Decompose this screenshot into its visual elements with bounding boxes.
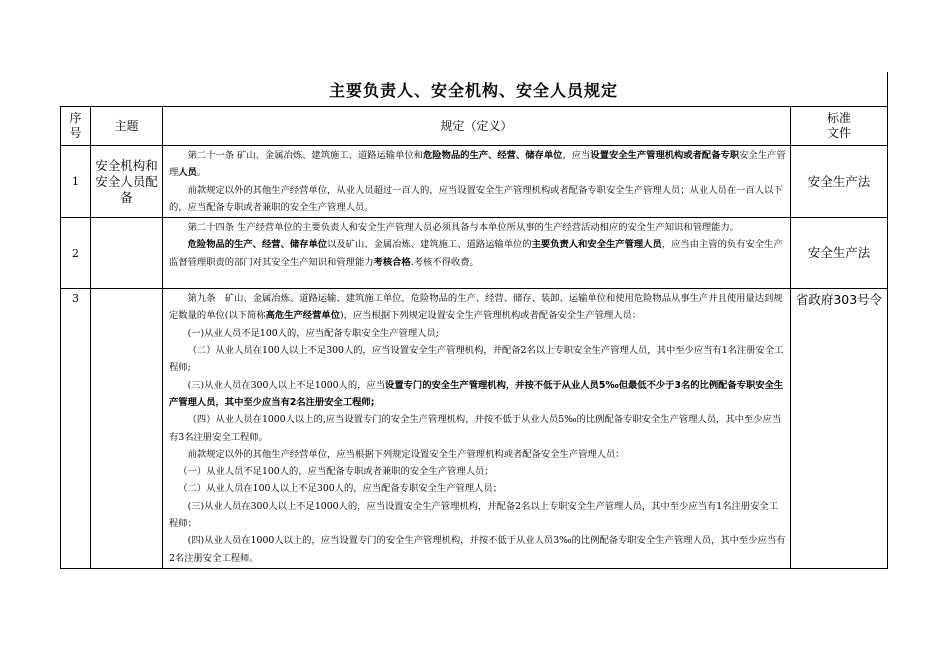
row-number: 1 xyxy=(61,146,91,218)
rule-paragraph: 第九条 矿山、金属冶炼、道路运输、建筑施工单位，危险物品的生产、经营、储存、装卸、运输单位和使用危险物品从事生产并且使用量达到规定数量的单位(以下简称高危生产经营单位)，应当根据下列规定设置安全生产管理机构或者配备安全生产管理人员： xyxy=(169,293,783,322)
header-rule: 规定（定义） xyxy=(163,107,791,146)
row-rule xyxy=(163,289,791,569)
rule-item: （二）从业人员在100人以上不足300人的，应当配备专职安全生产管理人员； xyxy=(178,483,502,495)
rule-paragraph: 第二十一条 矿山、金属冶炼、建筑施工、道路运输单位和危险物品的生产、经营、储存单位，应当设置安全生产管理机构或者配备专职安全生产管理人员。 xyxy=(169,150,786,179)
margin-rule xyxy=(887,72,888,106)
rule-paragraph: 第二十四条 生产经营单位的主要负责人和安全生产管理人员必须具备与本单位所从事的生产经营活动相应的安全生产知识和管理能力。 xyxy=(187,222,740,234)
row-topic xyxy=(91,289,163,569)
table-row xyxy=(61,218,888,289)
rule-paragraph: 前款规定以外的其他生产经营单位，从业人员超过一百人的，应当设置安全生产管理机构或者配备专职安全生产管理人员；从业人员在一百人以下的，应当配备专职或者兼职的安全生产管理人员。 xyxy=(169,184,783,213)
table-header-row xyxy=(61,107,888,146)
row-law: 安全生产法 xyxy=(791,218,888,289)
header-no: 序 号 xyxy=(61,107,91,146)
row-law: 省政府303号令 xyxy=(791,289,888,569)
rule-item: （二）从业人员在100人以上不足300人的，应当设置安全生产管理机构，并配备2名以上专职安全生产管理人员，其中至少应当有1名注册安全工程师; xyxy=(169,345,784,374)
table-row xyxy=(61,289,888,569)
rule-item: (三)从业人员在300人以上不足1000人的，应当设置专门的安全生产管理机构，并按不低于从业人员5‰但最低不少于3名的比例配备专职安全生产管理人员，其中至少应当有2名注册安全工程师; xyxy=(169,379,784,408)
rule-item: (三)从业人员在300人以上不足1000人的，应当设置安全生产管理机构，并配备2名以上专职安全生产管理人员，其中至少应当有1名注册安全工程师； xyxy=(169,500,779,530)
table-row xyxy=(61,146,888,218)
rule-paragraph: 前款规定以外的其他生产经营单位，应当根据下列规定设置安全生产管理机构或者配备安全生产管理人员： xyxy=(187,448,625,460)
header-topic: 主题 xyxy=(91,107,163,146)
rule-paragraph: 危险物品的生产、经营、储存单位以及矿山、金属冶炼、建筑施工、道路运输单位的主要负责人和安全生产管理人员，应当由主管的负有安全生产监督管理职责的部门对其安全生产知识和管理能力考核合格.考核不得收费。 xyxy=(169,239,783,268)
row-law: 安全生产法 xyxy=(791,146,888,218)
row-rule xyxy=(163,218,791,289)
row-rule xyxy=(163,146,791,218)
rule-item: （一）从业人员不足100人的，应当配备专职或者兼职的安全生产管理人员； xyxy=(178,466,494,478)
row-number: 2 xyxy=(61,218,91,289)
rule-item: (四)从业人员在1000人以上的，应当设置专门的安全生产管理机构，并按不低于从业人员3‰的比例配备专职安全生产管理人员，其中至少应当有2名注册安全工程师。 xyxy=(169,535,786,564)
document-title: 主要负责人、安全机构、安全人员规定 xyxy=(328,81,618,100)
rule-item: （四）从业人员在1000人以上的,应当设置专门的安全生产管理机构，并按不低于从业人员5‰的比例配备专职安全生产管理人员，其中至少应当有3名注册安全工程师。 xyxy=(169,414,782,443)
rule-item: (一)从业人员不足100人的，应当配备专职安全生产管理人员; xyxy=(187,327,439,339)
regulation-table xyxy=(60,106,888,569)
row-topic xyxy=(91,218,163,289)
row-topic: 安全机构和安全人员配备 xyxy=(91,146,163,218)
row-number: 3 xyxy=(61,289,91,569)
header-law: 标准 文件 xyxy=(791,107,888,146)
